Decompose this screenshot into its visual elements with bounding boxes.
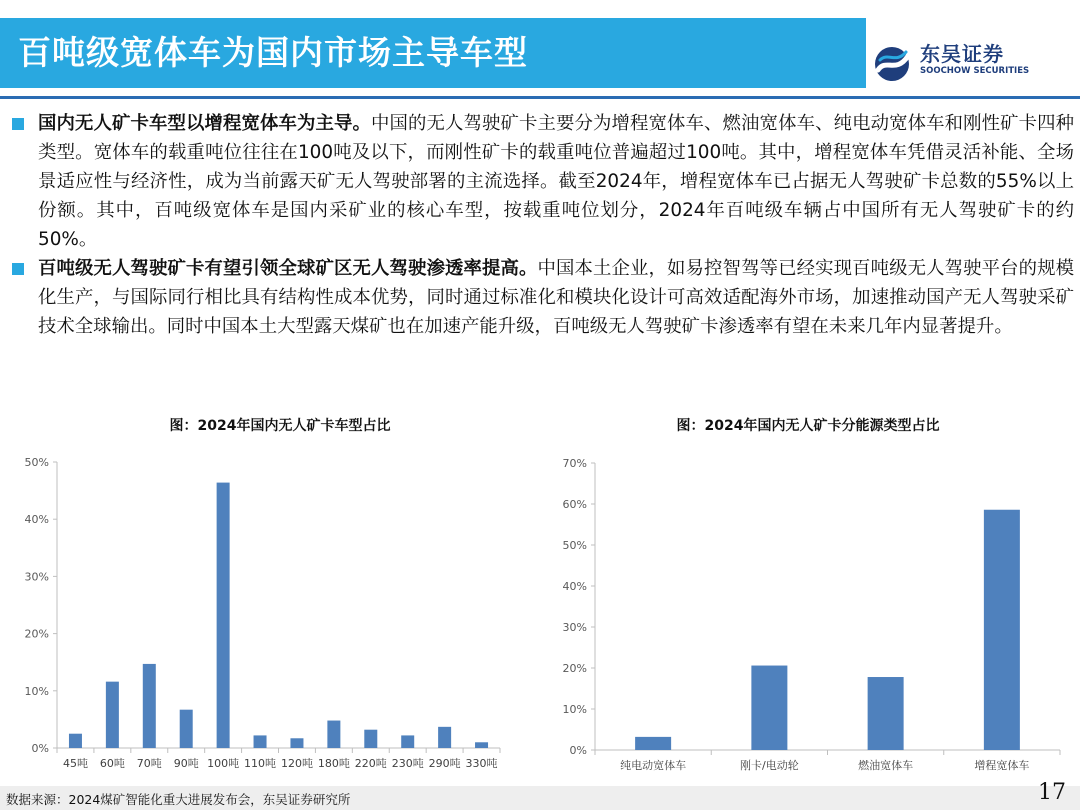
bullet-body: 中国的无人驾驶矿卡主要分为增程宽体车、燃油宽体车、纯电动宽体车和刚性矿卡四种类型。宽体车的载重吨位往往在100吨及以下，而刚性矿卡的载重吨位普遍超过100吨。其中，增程宽体车凭借灵活补能、全场景适应性与经济性，成为当前露天矿无人驾驶部署的主流选择。截至2024年，增程宽体车已占据无人驾驶矿卡总数的55%以上份额。其中，百吨级宽体车是国内采矿业的核心车型，按载重吨位划分，2024年百吨级车辆占中国所有无人驾驶矿卡的约50%。 [38,113,1074,250]
x-tick-label: 100吨 [207,757,240,770]
x-tick-label: 120吨 [280,757,313,770]
y-tick-label: 0% [569,744,587,757]
x-tick-label: 燃油宽体车 [858,759,914,772]
bar [327,721,340,748]
bullet-heading: 国内无人矿卡车型以增程宽体车为主导。 [38,113,372,134]
bar [751,666,787,750]
title-bar [0,18,866,88]
y-tick-label: 0% [31,742,49,755]
x-tick-label: 纯电动宽体车 [620,759,687,772]
company-logo [872,42,1042,86]
bullet-body: 中国本土企业，如易控智驾等已经实现百吨级无人驾驶平台的规模化生产，与国际同行相比具有结构性成本优势，同时通过标准化和模块化设计可高效适配海外市场，加速推动国产无人驾驶采矿技术全球输出。同时中国本土大型露天煤矿也在加速产能升级，百吨级无人驾驶矿卡渗透率有望在未来几年内显著提升。 [38,258,1074,337]
source-note: 数据来源：2024煤矿智能化重大进展发布会，东吴证券研究所 [6,792,351,807]
chart-title-tonnage: 图：2024年国内无人矿卡车型占比 [169,418,391,434]
logo-name: 东吴证券 [920,42,1004,66]
x-tick-label: 刚卡/电动轮 [740,759,799,772]
bar [290,738,303,748]
bar [401,735,414,748]
bar [143,664,156,748]
bullet-square-icon [12,263,24,275]
chart-title-energy: 图：2024年国内无人矿卡分能源类型占比 [676,418,940,434]
y-tick-label: 10% [24,684,49,698]
bar [254,735,267,748]
soochow-logo-icon [872,44,916,84]
bar [635,737,671,750]
x-tick-label: 增程宽体车 [974,759,1030,772]
x-tick-label: 110吨 [244,757,277,770]
bar [180,710,193,748]
y-tick-label: 60% [562,498,587,511]
energy-bar-chart [540,446,1080,786]
x-tick-label: 220吨 [354,757,387,770]
bar [438,727,451,748]
bullet-list [12,109,1074,341]
y-tick-label: 30% [24,570,49,584]
x-tick-label: 330吨 [465,757,498,770]
x-tick-label: 90吨 [173,757,199,770]
y-tick-label: 20% [562,662,587,675]
y-tick-label: 30% [562,621,587,634]
y-tick-label: 50% [24,456,49,469]
y-tick-label: 20% [24,627,49,641]
header-rule [0,96,1080,99]
bar [217,483,230,748]
x-tick-label: 230吨 [391,757,424,770]
bar [984,510,1020,750]
bar [69,734,82,748]
y-tick-label: 70% [562,457,587,470]
y-tick-label: 40% [562,580,587,593]
x-tick-label: 180吨 [317,757,350,770]
bullet-heading: 百吨级无人驾驶矿卡有望引领全球矿区无人驾驶渗透率提高。 [38,258,538,279]
x-tick-label: 45吨 [62,757,88,770]
page-title: 百吨级宽体车为国内市场主导车型 [18,33,528,72]
bar [475,742,488,748]
y-tick-label: 40% [24,513,49,527]
bar [106,682,119,748]
footer [0,780,1080,810]
x-tick-label: 290吨 [428,757,461,770]
page-number: 17 [1038,780,1066,805]
logo-subtitle: SOOCHOW SECURITIES [920,66,1030,76]
x-tick-label: 60吨 [99,757,125,770]
bullet-item [12,109,1074,254]
bullet-item [12,254,1074,341]
tonnage-bar-chart [0,446,540,786]
y-tick-label: 10% [562,703,587,716]
bar [364,730,377,748]
x-tick-label: 70吨 [136,757,162,770]
bar [868,677,904,750]
y-tick-label: 50% [562,539,587,552]
bullet-square-icon [12,118,24,130]
